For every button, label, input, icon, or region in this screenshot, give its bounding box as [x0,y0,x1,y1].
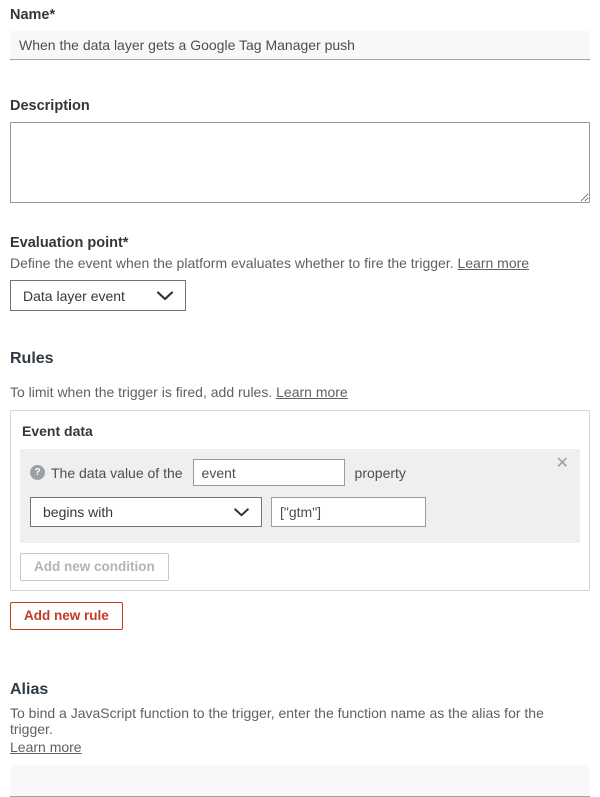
evaluation-point-selected-value: Data layer event [23,287,125,304]
name-label: Name* [10,7,56,23]
condition-operator-select[interactable] [30,497,262,527]
condition-operator-row [30,497,568,527]
name-input[interactable] [10,31,590,60]
alias-help-text: To bind a JavaScript function to the trigger, enter the function name as the alias for the trigger. [10,705,544,737]
evaluation-point-learn-more-link[interactable]: Learn more [457,255,530,271]
evaluation-point-help [10,255,590,271]
description-section [10,98,590,203]
add-new-rule-button[interactable]: Add new rule [10,602,123,630]
condition-value-input[interactable] [271,497,426,527]
condition-operator-value: begins with [43,504,114,520]
alias-input[interactable] [10,765,590,797]
rules-learn-more-link[interactable]: Learn more [276,384,348,400]
evaluation-point-help-text: Define the event when the platform evaluates whether to fire the trigger. [10,255,454,271]
evaluation-point-select[interactable] [10,280,186,311]
rule-condition-body [20,449,580,543]
description-textarea[interactable] [10,122,590,203]
rules-help [10,384,590,400]
chevron-down-icon [157,291,173,301]
rule-card [10,410,590,591]
remove-rule-icon[interactable]: ✕ [555,455,569,472]
rules-section [10,350,590,630]
rule-title: Event data [22,423,93,439]
chevron-down-icon [234,508,249,517]
name-section [10,7,590,60]
alias-section [10,681,590,797]
condition-suffix-text: property [354,464,406,481]
evaluation-point-section [10,235,590,311]
condition-prefix-text: The data value of the [51,464,183,481]
alias-learn-more-link[interactable]: Learn more [10,739,82,755]
help-icon: ? [30,465,45,480]
add-new-condition-button[interactable]: Add new condition [20,553,169,581]
alias-heading: Alias [10,681,49,698]
evaluation-point-label: Evaluation point* [10,235,129,251]
rules-heading: Rules [10,350,54,367]
description-label: Description [10,98,90,114]
condition-property-input[interactable] [193,459,345,486]
rules-help-text: To limit when the trigger is fired, add rules. [10,384,273,400]
condition-property-row [30,459,568,486]
